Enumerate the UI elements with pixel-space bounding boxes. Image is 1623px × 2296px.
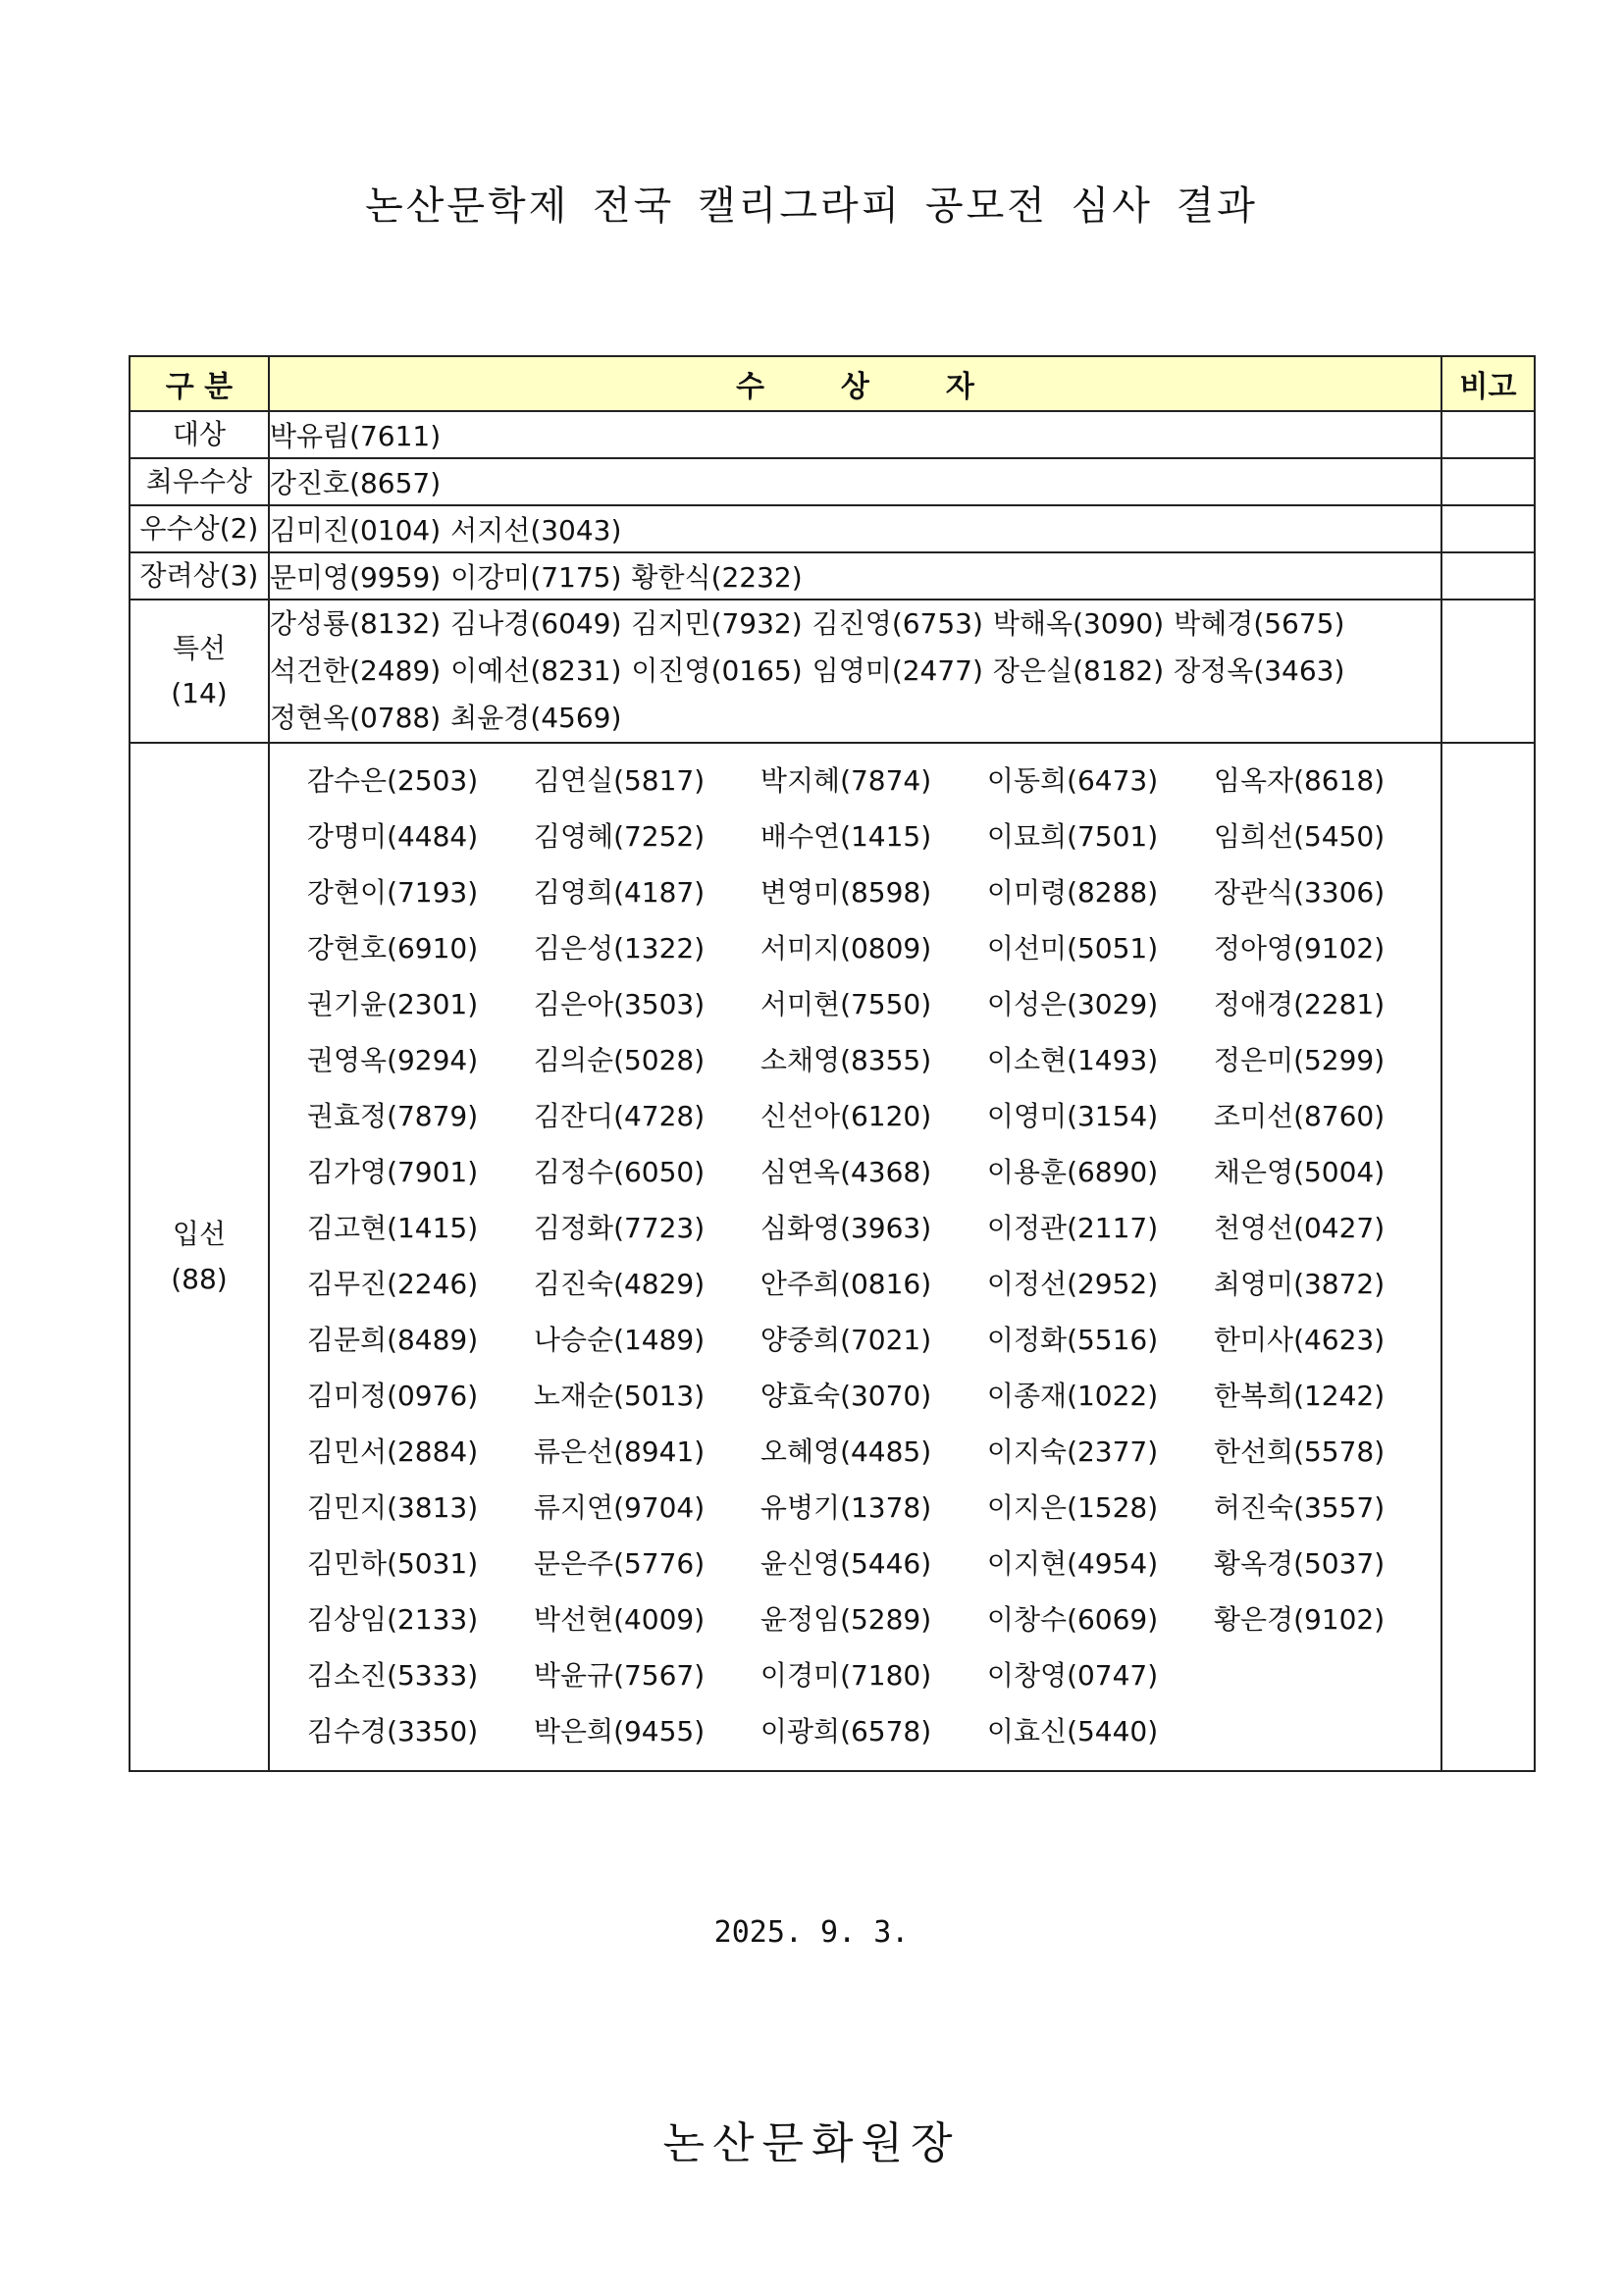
winner-name: 류은선(8941) (533, 1435, 706, 1468)
winner-name: 김지민(7932) (631, 607, 803, 640)
winner-name: 김미정(0976) (306, 1380, 479, 1412)
winner-name: 채은영(5004) (1213, 1156, 1386, 1188)
winner-name: 석건한(2489) (269, 654, 442, 687)
winner-name: 김민하(5031) (306, 1547, 479, 1580)
winner-name: 심화영(3963) (759, 1212, 932, 1244)
winner-name: 강명미(4484) (306, 820, 479, 853)
winner-name: 이효신(5440) (986, 1715, 1159, 1748)
winner-name: 정아영(9102) (1213, 932, 1386, 965)
winner-name: 이창수(6069) (986, 1603, 1159, 1636)
note-cell (1441, 458, 1535, 505)
award-winners (269, 600, 1441, 743)
award-row-tukseon (130, 600, 1535, 743)
winner-name: 강성룡(8132) (269, 607, 442, 640)
category-label: 입선 (172, 1218, 227, 1250)
winner-name: 김은아(3503) (533, 988, 706, 1020)
results-table (129, 355, 1536, 1772)
note-cell (1441, 411, 1535, 458)
winner-name: 이광희(6578) (759, 1715, 932, 1748)
category-count: (88) (171, 1263, 228, 1295)
award-category (130, 600, 269, 743)
winner-name: 서미지(0809) (759, 932, 932, 965)
winner-name: 이용훈(6890) (986, 1156, 1159, 1188)
winner-line (270, 600, 1440, 648)
winner-name: 이정관(2117) (986, 1212, 1159, 1244)
winner-name: 배수연(1415) (759, 820, 932, 853)
winner-name: 정애경(2281) (1213, 988, 1386, 1020)
note-cell (1441, 505, 1535, 552)
winner-name: 나승순(1489) (533, 1324, 706, 1356)
winner-name: 이지숙(2377) (986, 1435, 1159, 1468)
winner-name: 김나경(6049) (450, 607, 622, 640)
category-label: 특선 (172, 632, 227, 664)
winner-name: 박지혜(7874) (759, 764, 932, 797)
winner-name: 양효숙(3070) (759, 1380, 932, 1412)
award-row (130, 505, 1535, 552)
winner-name: 감수은(2503) (306, 764, 479, 797)
winner-name: 허진숙(3557) (1213, 1491, 1386, 1524)
award-category (130, 743, 269, 1771)
table-header-row (130, 356, 1535, 411)
winner-name: 김민지(3813) (306, 1491, 479, 1524)
winner-name: 변영미(8598) (759, 876, 932, 909)
winner-name: 문미영(9959) (269, 561, 442, 594)
award-winners (269, 505, 1441, 552)
winner-name: 이성은(3029) (986, 988, 1159, 1020)
winner-name: 이영미(3154) (986, 1100, 1159, 1132)
winner-name: 이선미(5051) (986, 932, 1159, 965)
winner-name: 이지은(1528) (986, 1491, 1159, 1524)
winner-name: 이정선(2952) (986, 1268, 1159, 1300)
winner-name: 이묘희(7501) (986, 820, 1159, 853)
winner-name: 정은미(5299) (1213, 1044, 1386, 1076)
winner-name: 강진호(8657) (269, 467, 442, 499)
winner-name: 심연옥(4368) (759, 1156, 932, 1188)
header-category: 구 분 (130, 356, 269, 411)
winner-name: 김가영(7901) (306, 1156, 479, 1188)
winner-name: 정현옥(0788) (269, 702, 442, 734)
winner-name: 김무진(2246) (306, 1268, 479, 1300)
winner-name: 김진영(6753) (812, 607, 983, 640)
winner-line (270, 695, 1440, 742)
winner-name: 김영희(4187) (533, 876, 706, 909)
winner-name: 김영혜(7252) (533, 820, 706, 853)
winner-name: 천영선(0427) (1213, 1212, 1386, 1244)
winner-name: 박해옥(3090) (992, 607, 1165, 640)
winner-name: 이동희(6473) (986, 764, 1159, 797)
winner-name: 노재순(5013) (533, 1380, 706, 1412)
award-row-ipseon (130, 743, 1535, 1771)
winner-name: 박은희(9455) (533, 1715, 706, 1748)
winner-name: 이경미(7180) (759, 1659, 932, 1692)
winner-name: 황한식(2232) (631, 561, 803, 594)
winner-name (1214, 1647, 1440, 1703)
winner-name: 김문희(8489) (306, 1324, 479, 1356)
winner-line (270, 648, 1440, 695)
winner-name: 장은실(8182) (992, 654, 1165, 687)
winner-name: 김잔디(4728) (533, 1100, 706, 1132)
winner-name: 한선희(5578) (1213, 1435, 1386, 1468)
award-category: 대상 (130, 411, 269, 458)
winner-name: 김수경(3350) (306, 1715, 479, 1748)
winner-name: 서미현(7550) (759, 988, 932, 1020)
winner-name: 조미선(8760) (1213, 1100, 1386, 1132)
award-winners (269, 552, 1441, 600)
winner-name: 박혜경(5675) (1174, 607, 1345, 640)
winners-grid (270, 744, 1440, 1770)
award-winners (269, 743, 1441, 1771)
winner-name: 문은주(5776) (533, 1547, 706, 1580)
winner-name: 장정옥(3463) (1174, 654, 1345, 687)
winner-name: 한복희(1242) (1213, 1380, 1386, 1412)
winner-name: 임옥자(8618) (1213, 764, 1386, 797)
winner-name: 김연실(5817) (533, 764, 706, 797)
winner-name: 김의순(5028) (533, 1044, 706, 1076)
award-category: 우수상(2) (130, 505, 269, 552)
award-row (130, 552, 1535, 600)
header-note: 비고 (1441, 356, 1535, 411)
note-cell (1441, 600, 1535, 743)
winner-name: 서지선(3043) (450, 514, 622, 547)
winner-name: 이지현(4954) (986, 1547, 1159, 1580)
winner-name: 김미진(0104) (269, 514, 442, 547)
document-title: 논산문학제 전국 캘리그라피 공모전 심사 결과 (365, 183, 1258, 229)
winner-name: 박선현(4009) (533, 1603, 706, 1636)
winner-name: 이정화(5516) (986, 1324, 1159, 1356)
winner-name (1214, 1703, 1440, 1759)
header-winners: 수상자 (269, 356, 1441, 411)
winner-name: 김정화(7723) (533, 1212, 706, 1244)
winner-name: 윤정임(5289) (759, 1603, 932, 1636)
award-category: 최우수상 (130, 458, 269, 505)
winner-name: 이창영(0747) (986, 1659, 1159, 1692)
winner-name: 이미령(8288) (986, 876, 1159, 909)
winner-name: 이강미(7175) (450, 561, 622, 594)
winner-name: 권효정(7879) (306, 1100, 479, 1132)
award-category: 장려상(3) (130, 552, 269, 600)
award-row (130, 458, 1535, 505)
category-count: (14) (171, 677, 228, 709)
issuer-name: 논산문화원장 (662, 2118, 961, 2168)
winner-name: 이종재(1022) (986, 1380, 1159, 1412)
winner-name: 박윤규(7567) (533, 1659, 706, 1692)
note-cell (1441, 552, 1535, 600)
winner-name: 김소진(5333) (306, 1659, 479, 1692)
winner-name: 한미사(4623) (1213, 1324, 1386, 1356)
winner-name: 최윤경(4569) (450, 702, 622, 734)
award-winners (269, 411, 1441, 458)
winner-name: 양중희(7021) (759, 1324, 932, 1356)
winner-name: 오혜영(4485) (759, 1435, 932, 1468)
winner-name: 권영옥(9294) (306, 1044, 479, 1076)
award-winners (269, 458, 1441, 505)
winner-name: 김진숙(4829) (533, 1268, 706, 1300)
winner-name: 류지연(9704) (533, 1491, 706, 1524)
winner-name: 황은경(9102) (1213, 1603, 1386, 1636)
winner-name: 임희선(5450) (1213, 820, 1386, 853)
winner-name: 윤신영(5446) (759, 1547, 932, 1580)
winner-name: 이진영(0165) (631, 654, 803, 687)
winner-name: 박유림(7611) (269, 420, 442, 452)
winner-name: 권기윤(2301) (306, 988, 479, 1020)
winner-name: 이소현(1493) (986, 1044, 1159, 1076)
note-cell (1441, 743, 1535, 1771)
winner-name: 김은성(1322) (533, 932, 706, 965)
winner-name: 김상임(2133) (306, 1603, 479, 1636)
award-row (130, 411, 1535, 458)
winner-name: 황옥경(5037) (1213, 1547, 1386, 1580)
winner-name: 강현호(6910) (306, 932, 479, 965)
winner-name: 강현이(7193) (306, 876, 479, 909)
winner-name: 안주희(0816) (759, 1268, 932, 1300)
winner-name: 소채영(8355) (759, 1044, 932, 1076)
winner-name: 이예선(8231) (450, 654, 622, 687)
winner-name: 임영미(2477) (812, 654, 983, 687)
winner-name: 김고현(1415) (306, 1212, 479, 1244)
winner-name: 신선아(6120) (759, 1100, 932, 1132)
document-date: 2025. 9. 3. (713, 1915, 910, 1950)
winner-name: 김민서(2884) (306, 1435, 479, 1468)
winner-name: 유병기(1378) (759, 1491, 932, 1524)
winner-name: 최영미(3872) (1213, 1268, 1386, 1300)
winner-name: 김정수(6050) (533, 1156, 706, 1188)
winner-name: 장관식(3306) (1213, 876, 1386, 909)
